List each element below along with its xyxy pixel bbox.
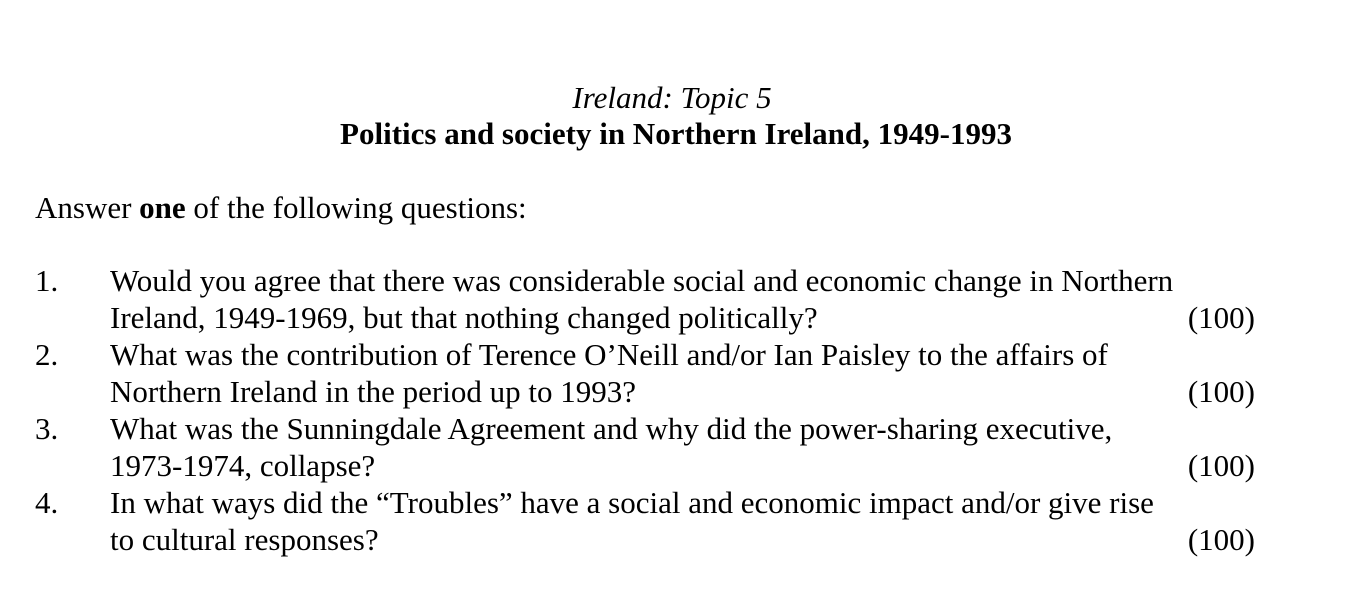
question-item-4 [0,485,1346,559]
question-marks: (100) [1187,448,1255,483]
question-item-1 [0,263,1346,337]
question-text-line-2: Northern Ireland in the period up to 1993? [110,374,636,409]
question-item-3 [0,411,1346,485]
question-marks: (100) [1187,374,1255,409]
question-text-line-2: Ireland, 1949-1969, but that nothing changed politically? [110,300,818,335]
topic-heading: Ireland: Topic 5 [572,80,772,115]
instruction-prefix: Answer [35,190,140,225]
instruction-text [35,190,527,226]
question-text-line-1: What was the contribution of Terence O’Neill and/or Ian Paisley to the affairs of [110,337,1108,372]
question-number: 3. [35,411,59,446]
question-marks: (100) [1187,522,1255,557]
question-marks: (100) [1187,300,1255,335]
question-text-line-2: to cultural responses? [110,522,379,557]
question-number: 2. [35,337,59,372]
instruction-emphasis: one [139,190,186,225]
question-number: 4. [35,485,59,520]
instruction-suffix: of the following questions: [185,190,527,225]
question-text-line-1: What was the Sunningdale Agreement and why did the power-sharing executive, [110,411,1113,446]
question-text-line-2: 1973-1974, collapse? [110,448,376,483]
page-title: Politics and society in Northern Ireland, 1949-1993 [340,116,1012,151]
question-text-line-1: Would you agree that there was considerable social and economic change in Northern [110,263,1174,298]
question-list [0,263,1346,559]
question-text-line-1: In what ways did the “Troubles” have a social and economic impact and/or give rise [110,485,1154,520]
question-item-2 [0,337,1346,411]
question-number: 1. [35,263,59,298]
